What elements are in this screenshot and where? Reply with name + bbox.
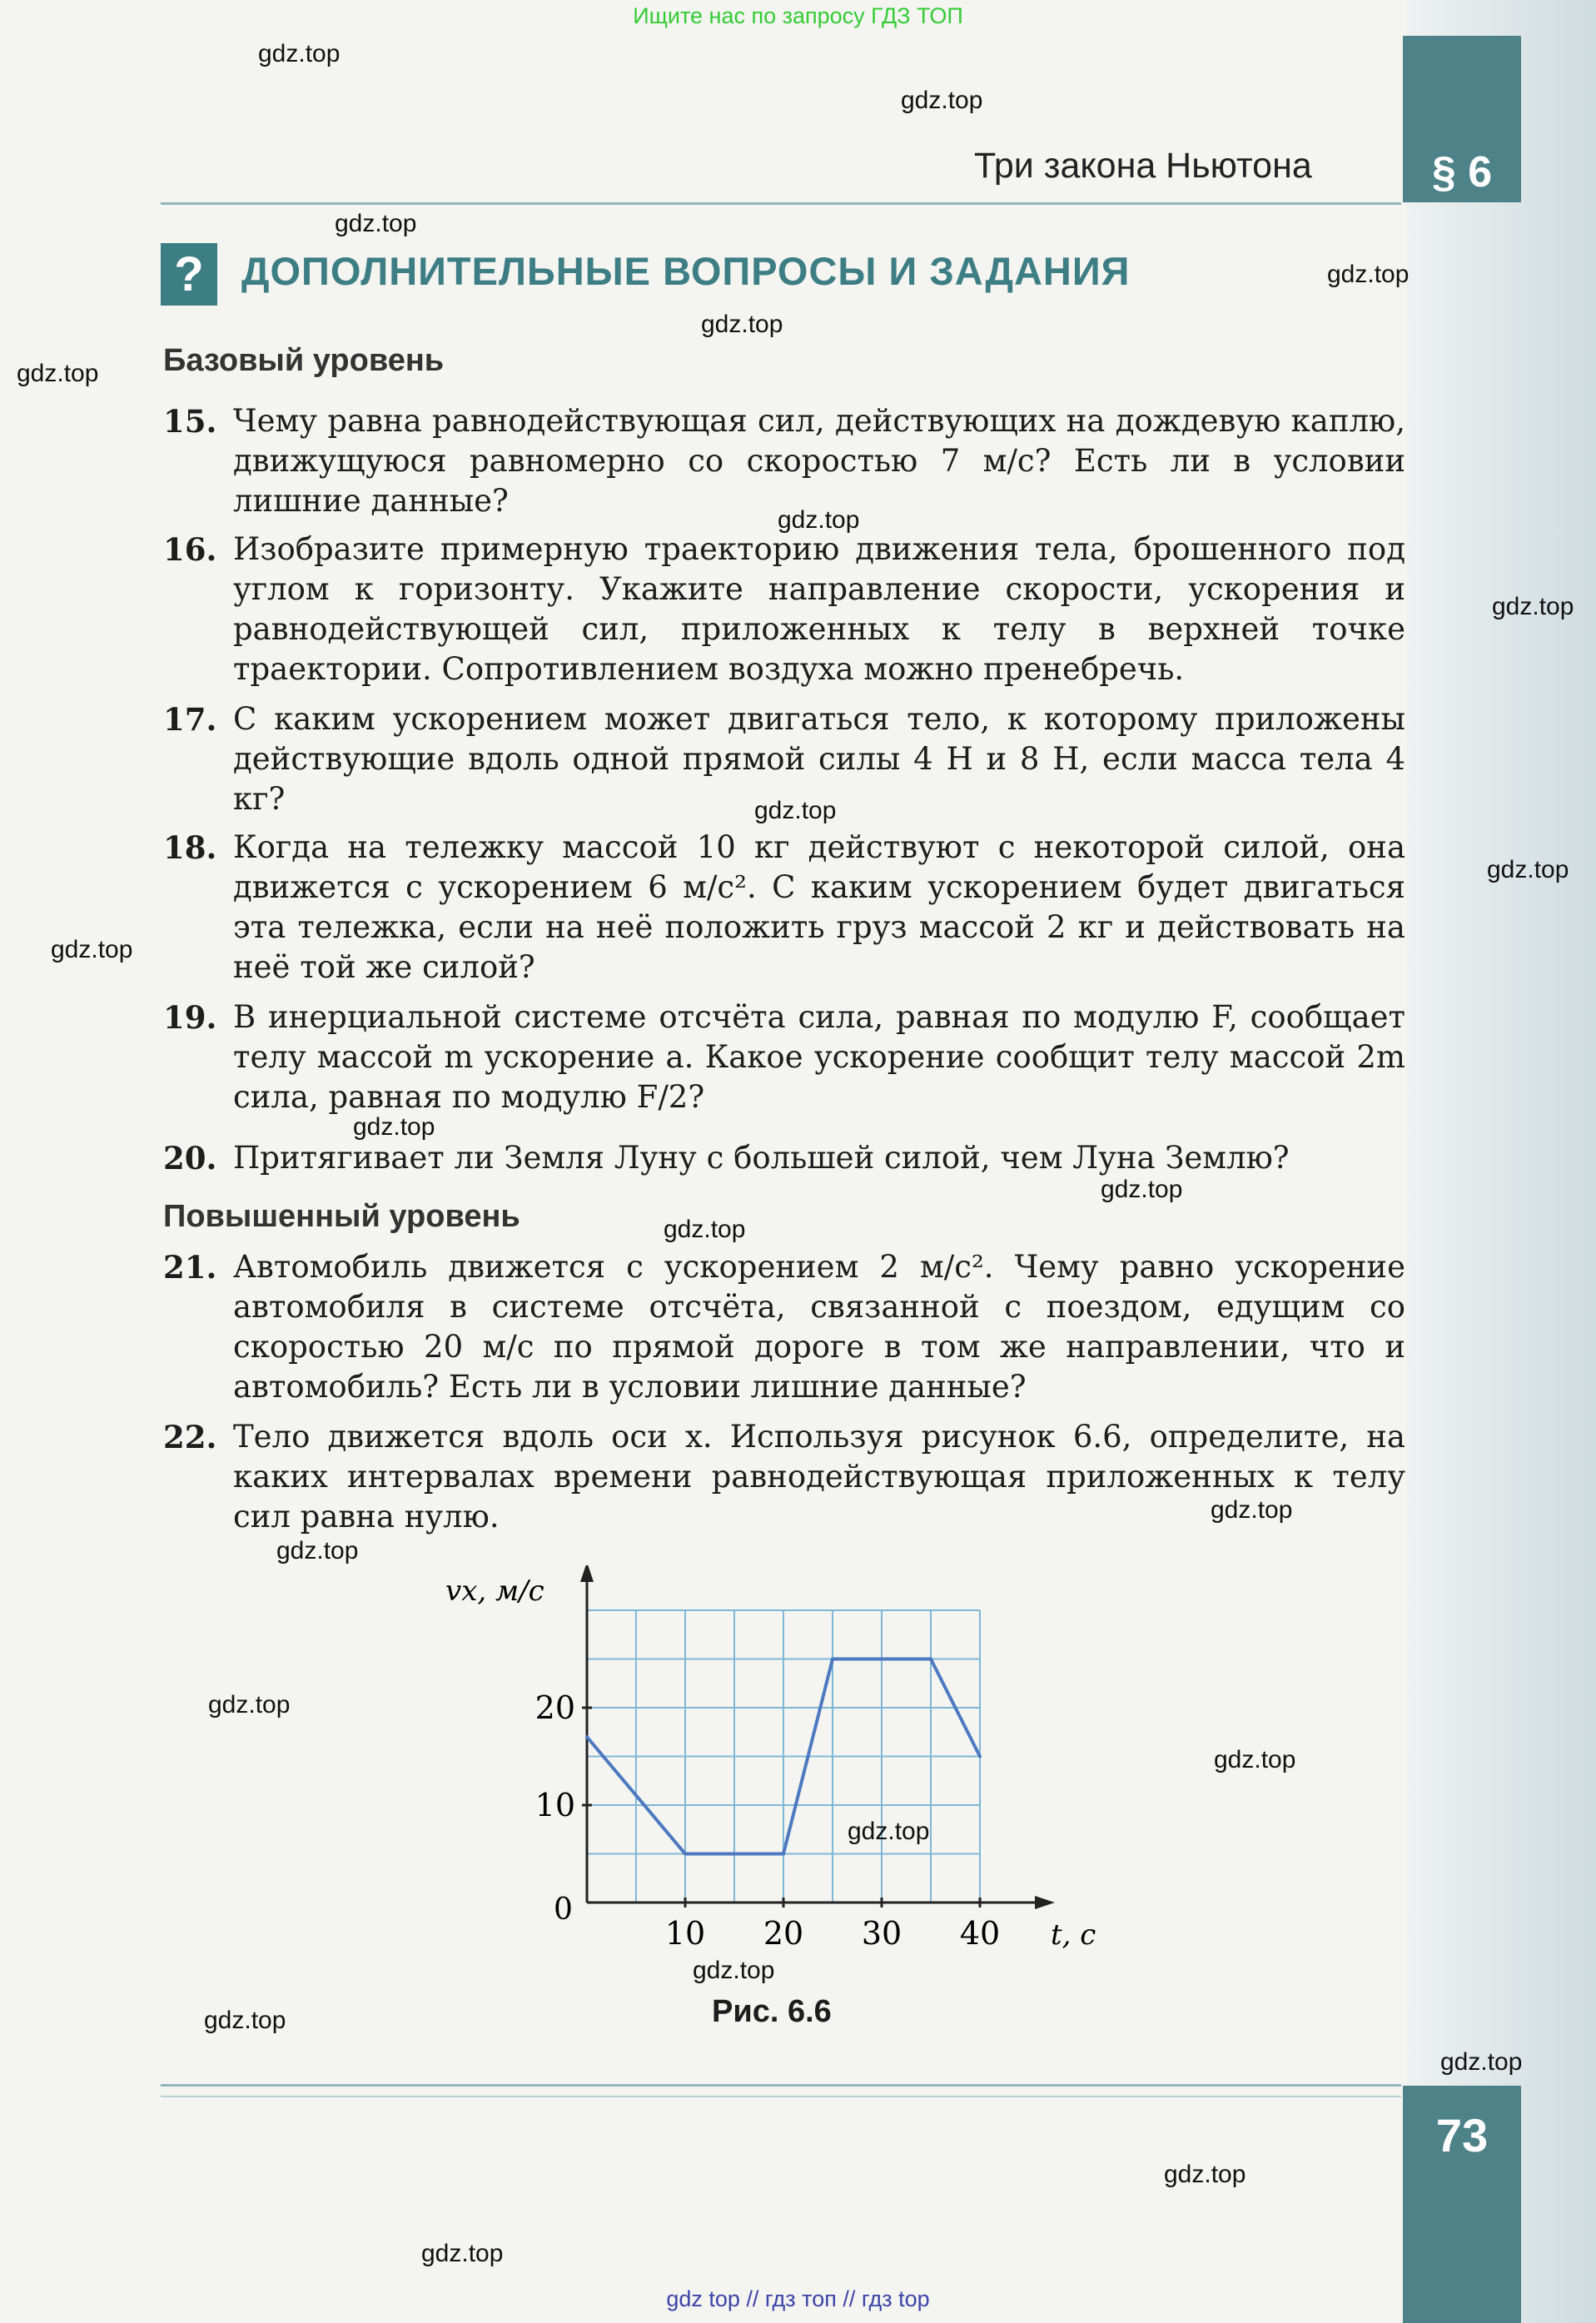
figure-caption: Рис. 6.6	[712, 1994, 832, 2029]
watermark: gdz.top	[754, 797, 837, 824]
watermark: gdz.top	[353, 1113, 435, 1141]
task-text: Притягивает ли Земля Луну с большей силой, чем Луна Землю?	[233, 1140, 1290, 1176]
task-18	[163, 828, 1405, 987]
task-number: 18.	[163, 829, 217, 866]
watermark: gdz.top	[1211, 1496, 1293, 1524]
data-point	[831, 1658, 834, 1661]
watermark: gdz.top	[778, 506, 860, 534]
page-number: 73	[1435, 2109, 1489, 2161]
section-heading: ДОПОЛНИТЕЛЬНЫЕ ВОПРОСЫ И ЗАДАНИЯ	[241, 249, 1131, 293]
watermark: gdz.top	[51, 936, 133, 963]
data-point	[585, 1735, 589, 1739]
top-banner: Ищите нас по запросу ГДЗ ТОП	[633, 3, 963, 28]
x-tick-label: 40	[959, 1915, 1001, 1952]
bottom-rule-thin	[161, 2096, 1401, 2097]
task-15	[163, 401, 1405, 521]
watermark: gdz.top	[208, 1691, 291, 1719]
x-tick-label: 20	[763, 1915, 804, 1952]
origin-label: 0	[554, 1893, 573, 1927]
task-19	[163, 997, 1405, 1117]
task-text: В инерциальной системе отсчёта сила, равная по модулю F, сообщает телу массой m ускорение a. Какое ускорение сообщит телу массой 2m сила, равная по модулю F/2?	[233, 999, 1405, 1115]
task-16	[163, 530, 1405, 689]
watermark: gdz.top	[1440, 2048, 1523, 2076]
watermark: gdz.top	[848, 1818, 930, 1845]
watermark: gdz.top	[901, 87, 983, 114]
task-text: С каким ускорением может двигаться тело, к которому приложены действующие вдоль одной прямой силы 4 Н и 8 Н, если масса тела 4 кг?	[233, 701, 1405, 817]
watermark: gdz.top	[421, 2240, 504, 2267]
page-margin-band	[1407, 0, 1596, 2323]
running-head: Три закона Ньютона	[974, 146, 1312, 186]
task-number: 16.	[163, 531, 217, 568]
x-tick-label: 30	[861, 1915, 902, 1952]
watermark: gdz.top	[1214, 1746, 1296, 1773]
task-text: Когда на тележку массой 10 кг действуют с некоторой силой, она движется с ускорением 6 м/с². С каким ускорением будет двигаться эта тележка, если на неё положить груз массой 2 кг и действовать на неё той же силой?	[233, 829, 1405, 985]
watermark: gdz.top	[1164, 2161, 1246, 2188]
x-axis-label: t, c	[1051, 1918, 1096, 1952]
y-axis-label: vx, м/с	[445, 1574, 544, 1608]
watermark: gdz.top	[1487, 856, 1569, 883]
section-tab	[1403, 36, 1521, 202]
watermark: gdz.top	[664, 1216, 746, 1243]
task-number: 22.	[163, 1419, 217, 1455]
watermark: gdz.top	[276, 1537, 359, 1564]
question-icon: ?	[161, 243, 217, 306]
y-tick-label: 10	[534, 1787, 575, 1823]
task-number: 19.	[163, 999, 217, 1036]
top-rule	[161, 202, 1401, 205]
section-tab-label: § 6	[1431, 148, 1493, 196]
watermark: gdz.top	[1492, 593, 1574, 620]
x-tick-label: 10	[664, 1915, 706, 1952]
watermark: gdz.top	[17, 360, 99, 387]
watermark: gdz.top	[693, 1957, 775, 1984]
task-text: Изобразите примерную траекторию движения тела, брошенного под углом к горизонту. Укажите направление скорости, ускорения и равнодействующей сил, приложенных к телу в верхней точке траектории. Сопротивлением воздуха можно пренебречь.	[233, 531, 1405, 687]
chart-axes	[580, 1565, 1055, 1909]
watermark: gdz.top	[204, 2007, 286, 2034]
task-number: 21.	[163, 1249, 217, 1286]
level-basic: Базовый уровень	[163, 343, 445, 378]
task-text: Тело движется вдоль оси x. Используя рисунок 6.6, определите, на каких интервалах времени равнодействующая приложенных к телу сил равна нулю.	[233, 1419, 1405, 1535]
bottom-banner: gdz top // гдз топ // гдз top	[666, 2286, 930, 2311]
watermark: gdz.top	[701, 311, 783, 338]
bottom-rule	[161, 2084, 1401, 2087]
data-point	[978, 1755, 982, 1758]
data-point	[782, 1853, 785, 1856]
level-advanced: Повышенный уровень	[163, 1199, 520, 1234]
task-number: 15.	[163, 403, 217, 440]
y-axis-arrow	[580, 1565, 594, 1582]
task-21	[163, 1247, 1405, 1407]
chart-grid	[587, 1610, 980, 1903]
task-text: Чему равна равнодействующая сил, действующих на дождевую каплю, движущуюся равномерно со скоростью 7 м/с? Есть ли в условии лишние данные?	[233, 403, 1405, 519]
watermark: gdz.top	[335, 210, 417, 237]
task-20	[163, 1138, 1405, 1178]
task-text: Автомобиль движется с ускорением 2 м/с². Чему равно ускорение автомобиля в системе отсчёта, связанной с поездом, едущим со скоростью 20 м/с по прямой дороге в том же направлении, что и автомобиль? Есть ли в условии лишние данные?	[233, 1249, 1405, 1405]
task-number: 20.	[163, 1140, 217, 1176]
watermark: gdz.top	[258, 40, 341, 67]
x-axis-arrow	[1035, 1896, 1055, 1909]
velocity-time-chart	[433, 1565, 1132, 1965]
y-tick-label: 20	[534, 1689, 575, 1726]
data-point	[684, 1853, 687, 1856]
task-number: 17.	[163, 701, 217, 738]
data-point	[929, 1658, 932, 1661]
watermark: gdz.top	[1327, 261, 1410, 288]
watermark: gdz.top	[1101, 1176, 1183, 1203]
